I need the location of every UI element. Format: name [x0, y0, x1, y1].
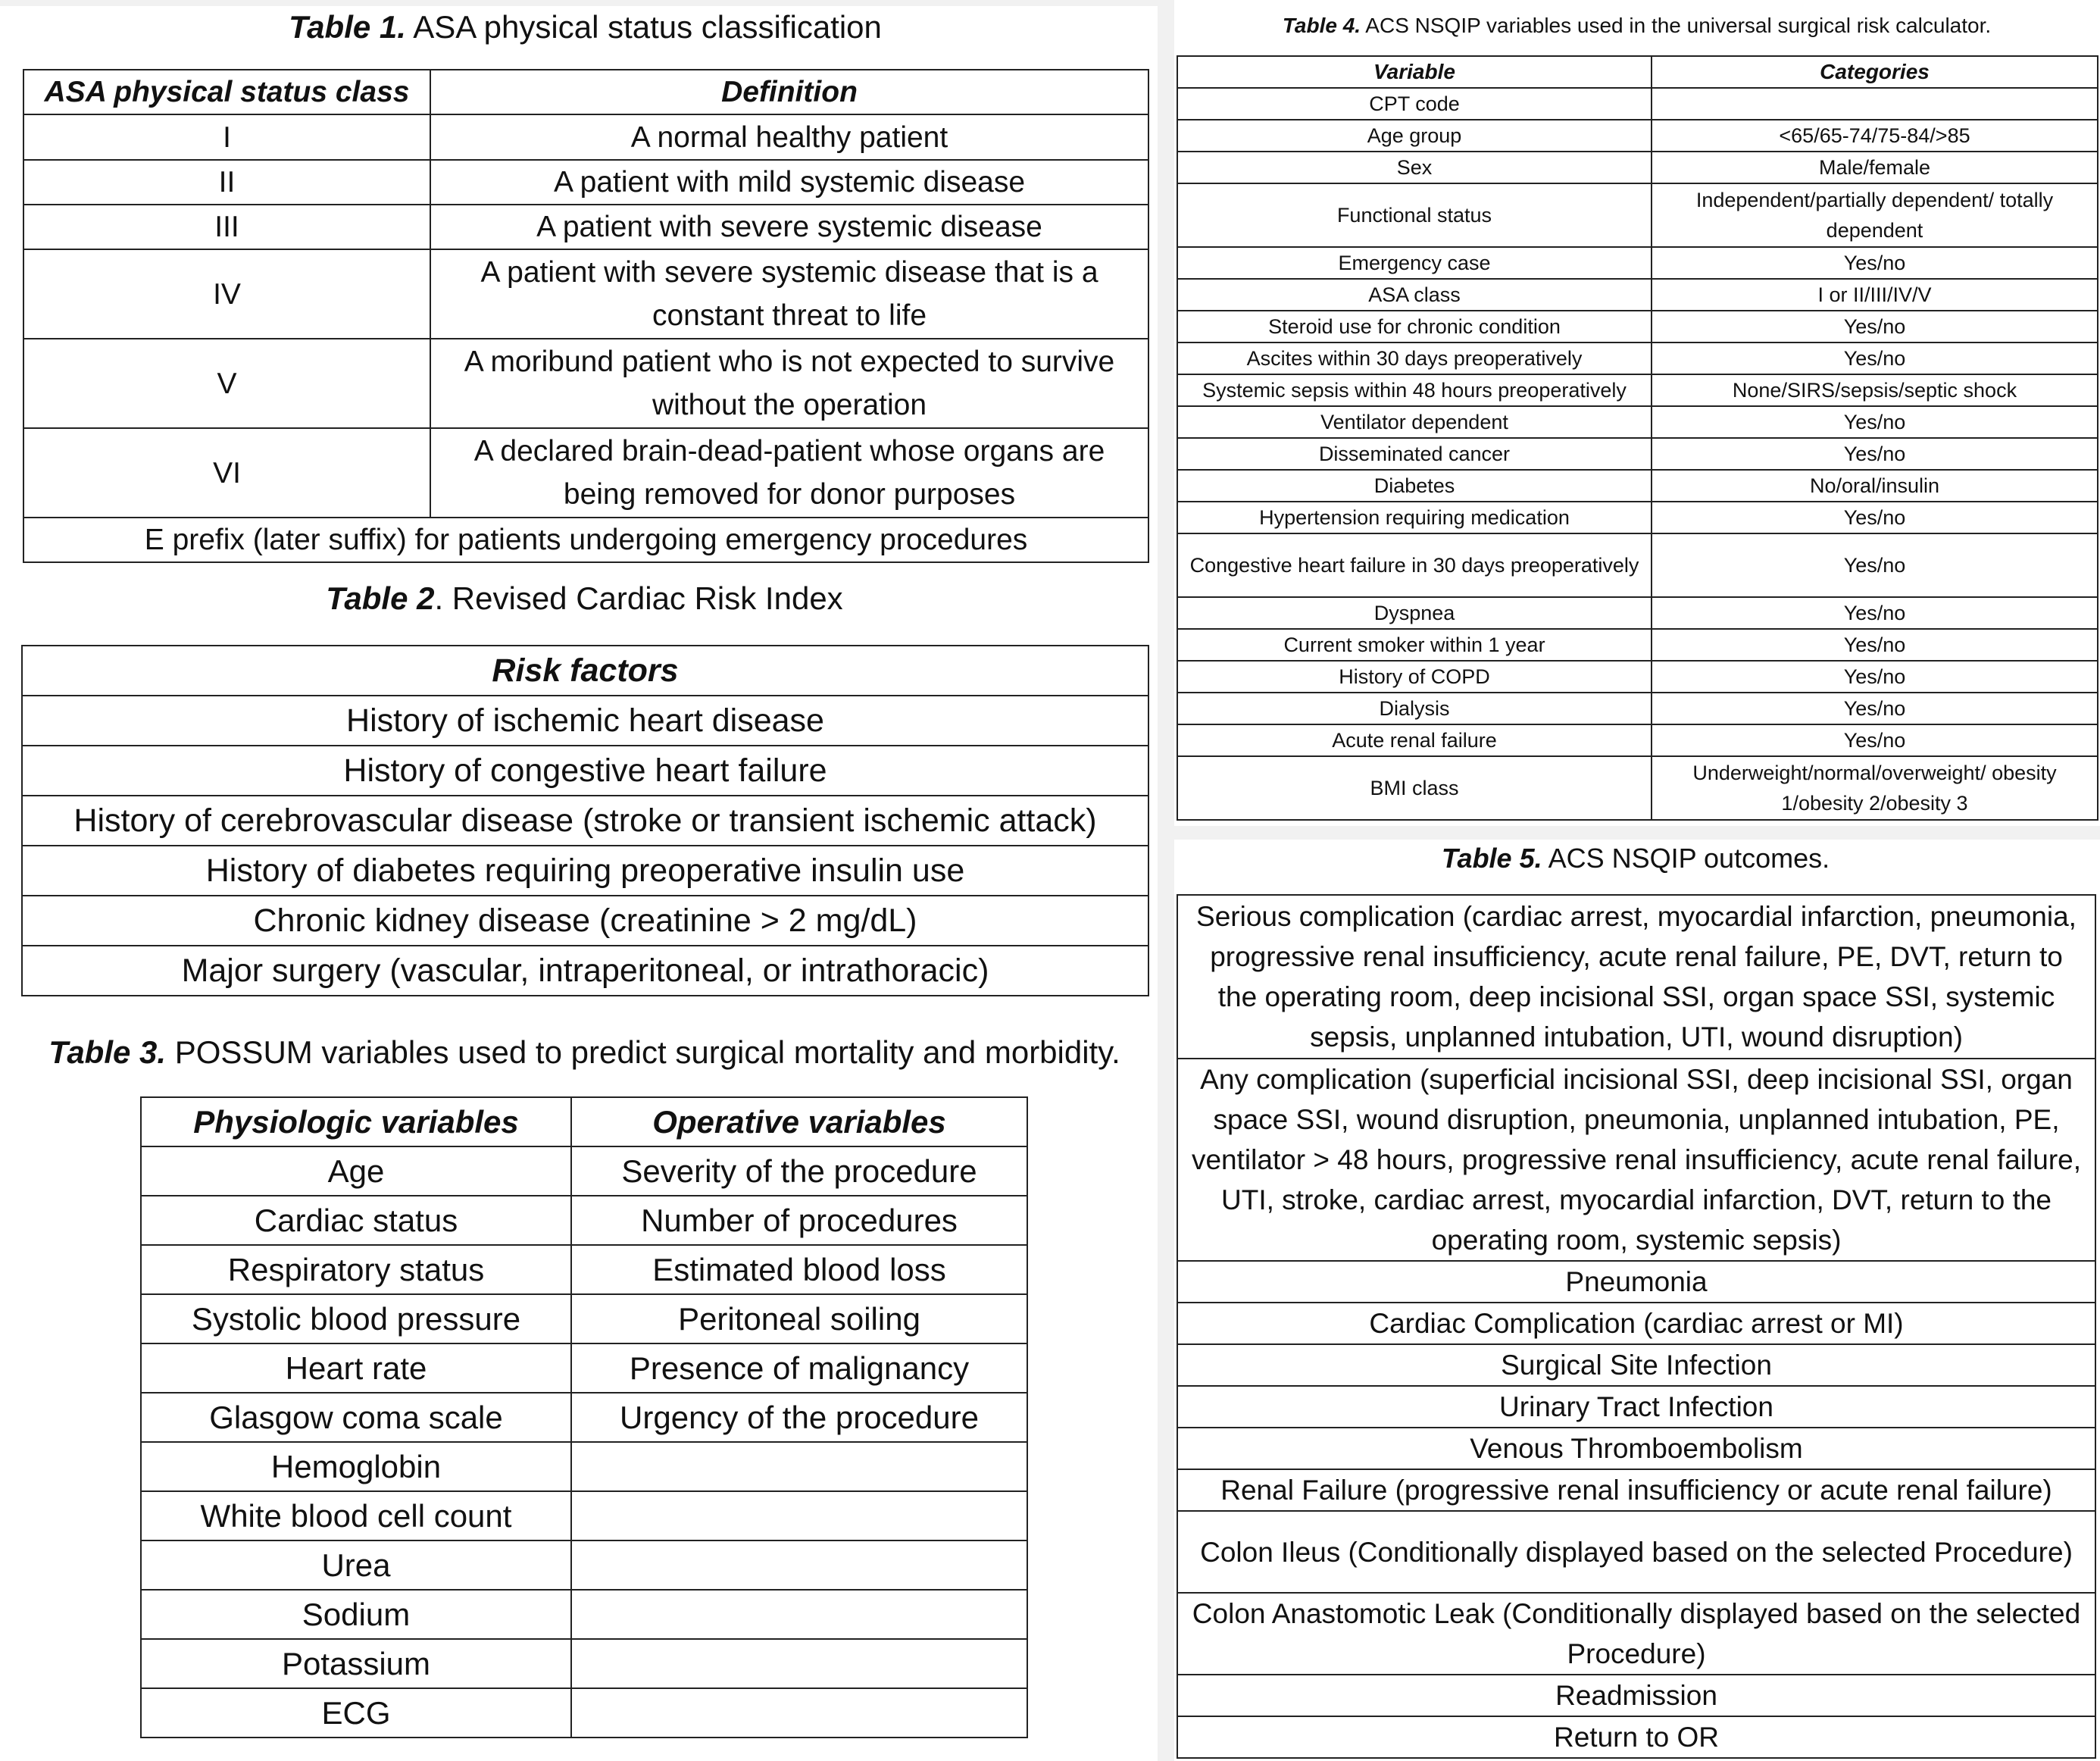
table4-cell-categories: Independent/partially dependent/ totally dependent [1652, 183, 2098, 247]
table1-header-definition: Definition [430, 70, 1148, 114]
table1-footer: E prefix (later suffix) for patients undergoing emergency procedures [23, 518, 1148, 562]
table-row [1177, 88, 2098, 120]
table4-cell-categories: Male/female [1652, 152, 2098, 183]
table-row [1177, 533, 2098, 597]
table1-cell-class: I [23, 114, 430, 160]
table-row [1177, 502, 2098, 533]
table-row [1177, 1059, 2095, 1261]
table-row [1177, 1303, 2095, 1344]
table3-header-row [141, 1097, 1027, 1146]
table3-cell-physiologic: Heart rate [141, 1343, 571, 1393]
table1-cell-class: IV [23, 249, 430, 339]
table-row [23, 428, 1148, 518]
table4-cell-variable: Ventilator dependent [1177, 406, 1652, 438]
table-row [1177, 152, 2098, 183]
table-row [1177, 120, 2098, 152]
table4-cell-categories: I or II/III/IV/V [1652, 279, 2098, 311]
table2-caption [21, 580, 1148, 617]
table3-cell-operative: Severity of the procedure [571, 1146, 1027, 1196]
table-row [1177, 693, 2098, 724]
table3-caption-text: POSSUM variables used to predict surgical mortality and morbidity. [166, 1034, 1120, 1070]
table1-cell-class: III [23, 205, 430, 249]
table3-cell-physiologic: White blood cell count [141, 1491, 571, 1540]
table3-cell-operative [571, 1491, 1027, 1540]
table4-cell-variable: Current smoker within 1 year [1177, 629, 1652, 661]
table4-header-row [1177, 56, 2098, 88]
table4-cell-variable: BMI class [1177, 756, 1652, 820]
table4-cell-variable: Dyspnea [1177, 597, 1652, 629]
table4-cell-categories: Yes/no [1652, 629, 2098, 661]
table-row [141, 1393, 1027, 1442]
table-row [141, 1196, 1027, 1245]
table4-cell-categories: Yes/no [1652, 438, 2098, 470]
table1-cell-definition: A moribund patient who is not expected to survive without the operation [430, 339, 1148, 428]
panel-seam-horizontal [1167, 826, 2100, 840]
table4-cell-categories: Yes/no [1652, 406, 2098, 438]
table4-cell-categories: Yes/no [1652, 311, 2098, 343]
table-row [141, 1590, 1027, 1639]
table1-cell-definition: A declared brain-dead-patient whose organs are being removed for donor purposes [430, 428, 1148, 518]
table3-cell-physiologic: Potassium [141, 1639, 571, 1688]
table1-cell-class: II [23, 160, 430, 205]
table2-header: Risk factors [22, 646, 1148, 696]
table2-cell: History of ischemic heart disease [22, 696, 1148, 746]
table2-caption-text: . Revised Cardiac Risk Index [434, 580, 843, 616]
table3-cell-physiologic: Hemoglobin [141, 1442, 571, 1491]
table-row [141, 1639, 1027, 1688]
table-row [23, 160, 1148, 205]
table3-cell-operative [571, 1639, 1027, 1688]
table-row [1177, 1428, 2095, 1469]
table-row [1177, 438, 2098, 470]
table-row [1177, 597, 2098, 629]
table-row [1177, 1675, 2095, 1716]
table-row [1177, 1716, 2095, 1758]
table-row [1177, 183, 2098, 247]
table4-cell-categories: Yes/no [1652, 343, 2098, 374]
table2-cell: Chronic kidney disease (creatinine > 2 mg/dL) [22, 896, 1148, 946]
table4-cell-variable: Acute renal failure [1177, 724, 1652, 756]
table-row [23, 249, 1148, 339]
table-row [23, 114, 1148, 160]
table5-caption-label: Table 5. [1441, 843, 1542, 874]
table3-cell-operative [571, 1688, 1027, 1738]
table3-caption [11, 1034, 1158, 1071]
table1-caption-text: ASA physical status classification [405, 9, 882, 45]
table1-cell-definition: A patient with severe systemic disease that is a constant threat to life [430, 249, 1148, 339]
table5-cell: Venous Thromboembolism [1177, 1428, 2095, 1469]
table-row [1177, 279, 2098, 311]
table3 [140, 1096, 1028, 1738]
table1-cell-definition: A normal healthy patient [430, 114, 1148, 160]
table-row [1177, 311, 2098, 343]
table-row [1177, 1261, 2095, 1303]
table-row [141, 1688, 1027, 1738]
table3-cell-operative: Urgency of the procedure [571, 1393, 1027, 1442]
table1-cell-class: VI [23, 428, 430, 518]
table3-caption-label: Table 3. [48, 1034, 167, 1070]
table4-cell-variable: Hypertension requiring medication [1177, 502, 1652, 533]
table4-cell-variable: Functional status [1177, 183, 1652, 247]
table3-cell-operative: Estimated blood loss [571, 1245, 1027, 1294]
table3-cell-operative: Presence of malignancy [571, 1343, 1027, 1393]
table4-cell-variable: History of COPD [1177, 661, 1652, 693]
table5-cell: Colon Ileus (Conditionally displayed based on the selected Procedure) [1177, 1511, 2095, 1593]
table4-cell-categories: Yes/no [1652, 247, 2098, 279]
table1-header-row [23, 70, 1148, 114]
table4-cell-categories: Yes/no [1652, 661, 2098, 693]
table4-cell-variable: Ascites within 30 days preoperatively [1177, 343, 1652, 374]
table4-header-variable: Variable [1177, 56, 1652, 88]
table3-cell-physiologic: Cardiac status [141, 1196, 571, 1245]
table5-cell: Surgical Site Infection [1177, 1344, 2095, 1386]
table4-cell-categories: <65/65-74/75-84/>85 [1652, 120, 2098, 152]
table5-caption-text: ACS NSQIP outcomes. [1542, 843, 1830, 874]
table4-cell-categories: Yes/no [1652, 724, 2098, 756]
table-row [141, 1146, 1027, 1196]
table4-cell-categories: Yes/no [1652, 502, 2098, 533]
table-row [141, 1442, 1027, 1491]
table4-cell-variable: Steroid use for chronic condition [1177, 311, 1652, 343]
table4 [1177, 55, 2098, 821]
table2-cell: History of cerebrovascular disease (stroke or transient ischemic attack) [22, 796, 1148, 846]
panel-seam-vertical [1158, 0, 1174, 1761]
table4-caption [1177, 14, 2097, 38]
table4-cell-variable: Age group [1177, 120, 1652, 152]
table-row [1177, 895, 2095, 1059]
table4-cell-variable: Emergency case [1177, 247, 1652, 279]
table-row [1177, 1593, 2095, 1675]
table4-cell-variable: Sex [1177, 152, 1652, 183]
table5-cell: Return to OR [1177, 1716, 2095, 1758]
table-row [22, 846, 1148, 896]
table-row [22, 746, 1148, 796]
table3-cell-operative [571, 1540, 1027, 1590]
table-row [1177, 661, 2098, 693]
table5-cell: Serious complication (cardiac arrest, myocardial infarction, pneumonia, progressive renal insufficiency, acute renal failure, PE, DVT, return to the operating room, deep incisional SSI, organ space SSI, systemic sepsis, unplanned intubation, UTI, wound disruption) [1177, 895, 2095, 1059]
table-row [1177, 406, 2098, 438]
table4-cell-variable: Congestive heart failure in 30 days preoperatively [1177, 533, 1652, 597]
table-row [1177, 629, 2098, 661]
table5-cell: Renal Failure (progressive renal insufficiency or acute renal failure) [1177, 1469, 2095, 1511]
table-row [141, 1294, 1027, 1343]
table1-cell-definition: A patient with severe systemic disease [430, 205, 1148, 249]
table3-cell-physiologic: Systolic blood pressure [141, 1294, 571, 1343]
table4-cell-categories: None/SIRS/sepsis/septic shock [1652, 374, 2098, 406]
table1-caption [23, 9, 1148, 45]
table3-cell-physiologic: Age [141, 1146, 571, 1196]
table3-header-operative: Operative variables [571, 1097, 1027, 1146]
table3-cell-operative: Number of procedures [571, 1196, 1027, 1245]
table4-cell-categories: Yes/no [1652, 597, 2098, 629]
table3-cell-physiologic: ECG [141, 1688, 571, 1738]
table-row [1177, 1511, 2095, 1593]
table4-cell-variable: Diabetes [1177, 470, 1652, 502]
table1-header-class: ASA physical status class [23, 70, 430, 114]
table-row [1177, 756, 2098, 820]
table3-cell-physiologic: Sodium [141, 1590, 571, 1639]
table-row [22, 696, 1148, 746]
table-row [141, 1491, 1027, 1540]
table4-cell-variable: CPT code [1177, 88, 1652, 120]
table5-cell: Cardiac Complication (cardiac arrest or MI) [1177, 1303, 2095, 1344]
table3-cell-physiologic: Urea [141, 1540, 571, 1590]
table4-cell-categories: Yes/no [1652, 693, 2098, 724]
table-row [1177, 1469, 2095, 1511]
table2-cell: Major surgery (vascular, intraperitoneal, or intrathoracic) [22, 946, 1148, 996]
table2-caption-label: Table 2 [326, 580, 435, 616]
table4-header-categories: Categories [1652, 56, 2098, 88]
table3-cell-operative [571, 1442, 1027, 1491]
table-row [1177, 470, 2098, 502]
table4-cell-variable: ASA class [1177, 279, 1652, 311]
table3-cell-physiologic: Respiratory status [141, 1245, 571, 1294]
table1-caption-label: Table 1. [289, 9, 406, 45]
table1-footer-row [23, 518, 1148, 562]
table3-cell-physiologic: Glasgow coma scale [141, 1393, 571, 1442]
table-row [1177, 1386, 2095, 1428]
table5-caption [1177, 843, 2095, 874]
table4-caption-label: Table 4. [1282, 14, 1361, 37]
table1 [23, 69, 1149, 563]
table-row [23, 339, 1148, 428]
table3-header-physiologic: Physiologic variables [141, 1097, 571, 1146]
table4-cell-variable: Dialysis [1177, 693, 1652, 724]
table4-caption-text: ACS NSQIP variables used in the universal surgical risk calculator. [1361, 14, 1992, 37]
table1-cell-class: V [23, 339, 430, 428]
panel-seam-top [0, 0, 1167, 6]
table4-cell-categories: Yes/no [1652, 533, 2098, 597]
table-row [1177, 724, 2098, 756]
table4-cell-variable: Systemic sepsis within 48 hours preoperatively [1177, 374, 1652, 406]
table-row [1177, 247, 2098, 279]
table2-header-row [22, 646, 1148, 696]
table5-cell: Urinary Tract Infection [1177, 1386, 2095, 1428]
table2-cell: History of diabetes requiring preoperative insulin use [22, 846, 1148, 896]
table-row [22, 796, 1148, 846]
table-row [1177, 343, 2098, 374]
table2 [21, 645, 1149, 996]
table-row [141, 1343, 1027, 1393]
table2-cell: History of congestive heart failure [22, 746, 1148, 796]
table-row [141, 1245, 1027, 1294]
table3-cell-operative [571, 1590, 1027, 1639]
table4-cell-categories [1652, 88, 2098, 120]
table3-cell-operative: Peritoneal soiling [571, 1294, 1027, 1343]
table1-cell-definition: A patient with mild systemic disease [430, 160, 1148, 205]
table-row [141, 1540, 1027, 1590]
table5-cell: Any complication (superficial incisional SSI, deep incisional SSI, organ space SSI, wound disruption, pneumonia, unplanned intubation, PE, ventilator > 48 hours, progressive renal insufficiency, acute renal failure, UTI, stroke, cardiac arrest, myocardial infarction, DVT, return to the operating room, systemic sepsis) [1177, 1059, 2095, 1261]
table-row [23, 205, 1148, 249]
table4-cell-categories: Underweight/normal/overweight/ obesity 1/obesity 2/obesity 3 [1652, 756, 2098, 820]
table5-cell: Colon Anastomotic Leak (Conditionally displayed based on the selected Procedure) [1177, 1593, 2095, 1675]
table4-cell-variable: Disseminated cancer [1177, 438, 1652, 470]
table-row [1177, 1344, 2095, 1386]
table-row [22, 896, 1148, 946]
table5 [1177, 894, 2096, 1759]
table5-cell: Readmission [1177, 1675, 2095, 1716]
table-row [22, 946, 1148, 996]
table4-cell-categories: No/oral/insulin [1652, 470, 2098, 502]
table5-cell: Pneumonia [1177, 1261, 2095, 1303]
table-row [1177, 374, 2098, 406]
